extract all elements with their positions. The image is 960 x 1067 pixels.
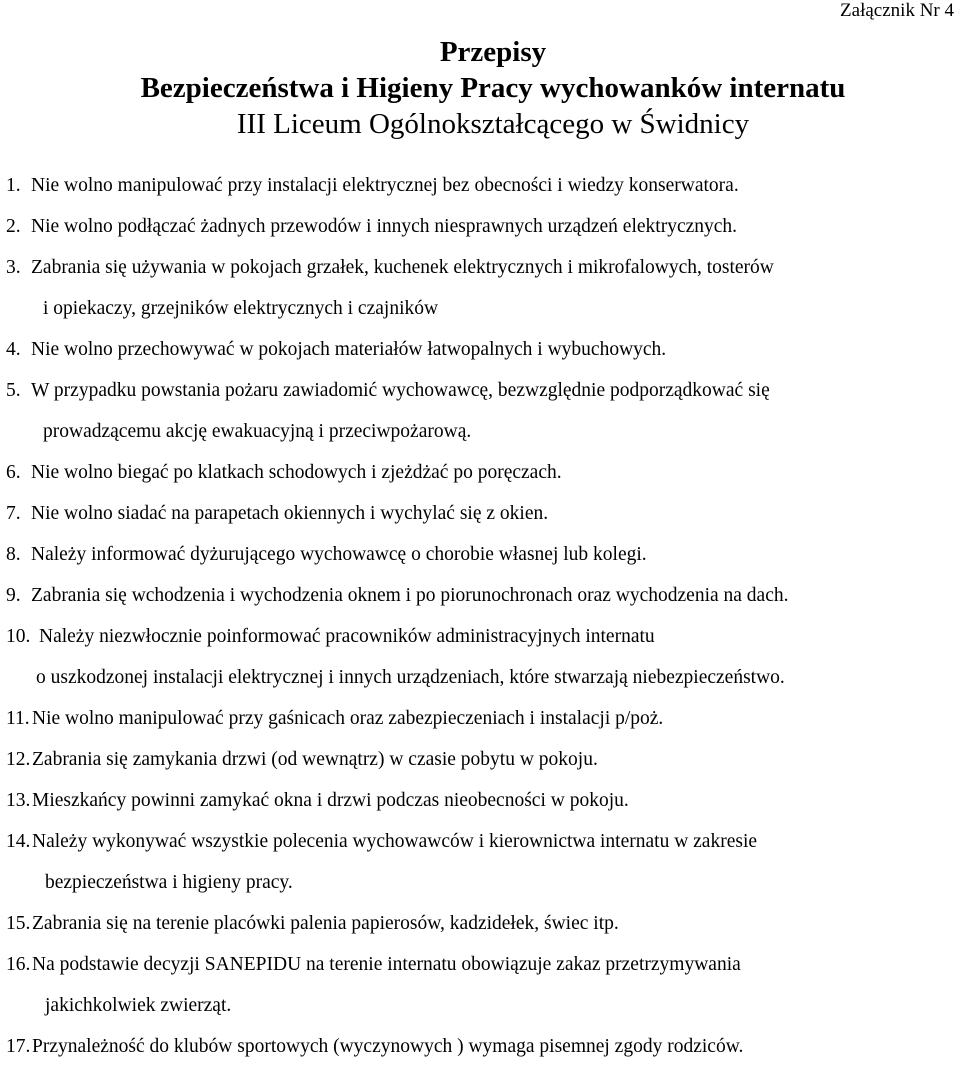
title-line-3: III Liceum Ogólnokształcącego w Świdnicy: [236, 108, 750, 140]
rules-list: [0, 165, 960, 1067]
rule-number: 9.: [6, 585, 21, 606]
rule-text: Nie wolno biegać po klatkach schodowych i zjeżdżać po poręczach.: [31, 462, 562, 483]
rule-number: 13.: [6, 790, 31, 811]
rule-number: 8.: [6, 544, 21, 565]
rule-number: 10.: [6, 626, 31, 647]
rule-text: i opiekaczy, grzejników elektrycznych i czajników: [43, 298, 439, 319]
rule-number: 14.: [6, 831, 31, 852]
rule-text: Nie wolno siadać na parapetach okiennych i wychylać się z okien.: [31, 503, 549, 524]
rule-text: Nie wolno przechowywać w pokojach materiałów łatwopalnych i wybuchowych.: [31, 339, 667, 360]
rule-item: [0, 247, 960, 329]
rule-number: 2.: [6, 216, 21, 237]
rule-number: 6.: [6, 462, 21, 483]
rule-number: 1.: [6, 175, 21, 196]
rule-number: 5.: [6, 380, 21, 401]
rule-item: [0, 534, 960, 575]
rule-text: Na podstawie decyzji SANEPIDU na terenie internatu obowiązuje zakaz przetrzymywania: [32, 954, 741, 975]
rule-item: [0, 698, 960, 739]
rule-item: [0, 739, 960, 780]
rule-item: [0, 575, 960, 616]
rule-item: [0, 370, 960, 452]
rule-number: 3.: [6, 257, 21, 278]
rule-number: 16.: [6, 954, 31, 975]
rule-text: Nie wolno manipulować przy gaśnicach oraz zabezpieczeniach i instalacji p/poż.: [32, 708, 664, 729]
rule-item: [0, 329, 960, 370]
rule-number: 17.: [6, 1036, 31, 1057]
rule-text: Zabrania się używania w pokojach grzałek, kuchenek elektrycznych i mikrofalowych, tosterów: [31, 257, 774, 278]
title-line-1: Przepisy: [439, 36, 547, 68]
attachment-label: Załącznik Nr 4: [840, 0, 954, 21]
rule-text: W przypadku powstania pożaru zawiadomić wychowawcę, bezwzględnie podporządkować się: [31, 380, 770, 401]
document-title: [0, 34, 960, 142]
rule-text: o uszkodzonej instalacji elektrycznej i innych urządzeniach, które stwarzają niebezpieczeństwo.: [36, 667, 785, 688]
rule-text: Należy informować dyżurującego wychowawcę o chorobie własnej lub kolegi.: [31, 544, 647, 565]
rule-text: Należy niezwłocznie poinformować pracowników administracyjnych internatu: [39, 626, 655, 647]
rule-item: [0, 165, 960, 206]
rule-item: [0, 206, 960, 247]
rule-text: Przynależność do klubów sportowych (wyczynowych ) wymaga pisemnej zgody rodziców.: [32, 1036, 744, 1057]
rule-text: Nie wolno manipulować przy instalacji elektrycznej bez obecności i wiedzy konserwatora.: [31, 175, 739, 196]
rule-number: 4.: [6, 339, 21, 360]
rule-item: [0, 452, 960, 493]
rule-text: Nie wolno podłączać żadnych przewodów i innych niesprawnych urządzeń elektrycznych.: [31, 216, 738, 237]
rule-text: Mieszkańcy powinni zamykać okna i drzwi podczas nieobecności w pokoju.: [32, 790, 629, 811]
rule-item: [0, 903, 960, 944]
rule-item: [0, 780, 960, 821]
rule-text: bezpieczeństwa i higieny pracy.: [45, 872, 293, 893]
rule-number: 11.: [6, 708, 30, 729]
rule-item: [0, 944, 960, 1026]
title-line-2: Bezpieczeństwa i Higieny Pracy wychowanków internatu: [140, 72, 846, 104]
rule-number: 7.: [6, 503, 21, 524]
rule-item: [0, 1026, 960, 1067]
rule-item: [0, 821, 960, 903]
rule-text: Zabrania się na terenie placówki palenia papierosów, kadzidełek, świec itp.: [32, 913, 619, 934]
rule-number: 12.: [6, 749, 31, 770]
rule-item: [0, 616, 960, 698]
rule-text: Należy wykonywać wszystkie polecenia wychowawców i kierownictwa internatu w zakresie: [32, 831, 758, 852]
rule-text: Zabrania się zamykania drzwi (od wewnątrz) w czasie pobytu w pokoju.: [32, 749, 598, 770]
rule-item: [0, 493, 960, 534]
rule-text: jakichkolwiek zwierząt.: [45, 995, 232, 1016]
rule-text: prowadzącemu akcję ewakuacyjną i przeciwpożarową.: [43, 421, 472, 442]
rule-number: 15.: [6, 913, 31, 934]
rule-text: Zabrania się wchodzenia i wychodzenia oknem i po piorunochronach oraz wychodzenia na dach.: [31, 585, 789, 606]
